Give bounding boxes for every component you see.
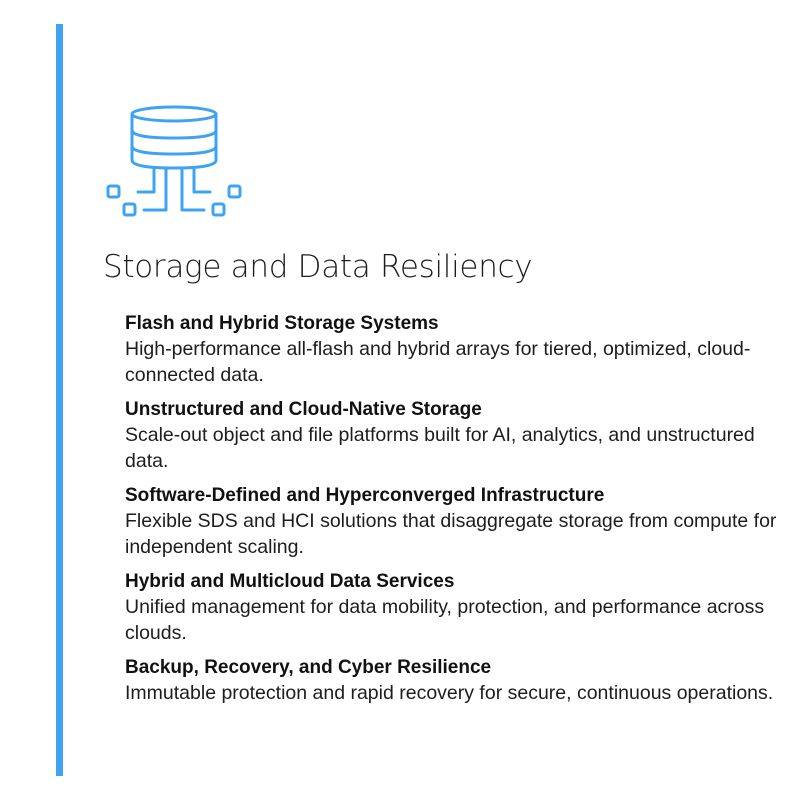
feature-item: [125, 398, 785, 474]
feature-item: [125, 312, 785, 388]
feature-description: Unified management for data mobility, protection, and performance across clouds.: [125, 596, 765, 644]
feature-title: Flash and Hybrid Storage Systems: [125, 313, 439, 334]
feature-title: Software-Defined and Hyperconverged Infrastructure: [125, 485, 605, 506]
feature-title: Unstructured and Cloud-Native Storage: [125, 399, 482, 420]
feature-description: Scale-out object and file platforms built for AI, analytics, and unstructured data.: [125, 424, 755, 472]
feature-description: Immutable protection and rapid recovery for secure, continuous operations.: [125, 682, 774, 704]
feature-description: High-performance all-flash and hybrid arrays for tiered, optimized, cloud-connected data.: [125, 338, 751, 386]
feature-description: Flexible SDS and HCI solutions that disaggregate storage from compute for independent scaling.: [125, 510, 777, 558]
feature-item: [125, 484, 785, 560]
accent-bar: [56, 24, 63, 776]
section-title: Storage and Data Resiliency: [103, 249, 533, 285]
feature-list: [125, 312, 785, 716]
database-network-icon: [104, 100, 244, 220]
feature-title: Backup, Recovery, and Cyber Resilience: [125, 657, 492, 678]
feature-item: [125, 656, 785, 706]
feature-item: [125, 570, 785, 646]
feature-title: Hybrid and Multicloud Data Services: [125, 571, 455, 592]
